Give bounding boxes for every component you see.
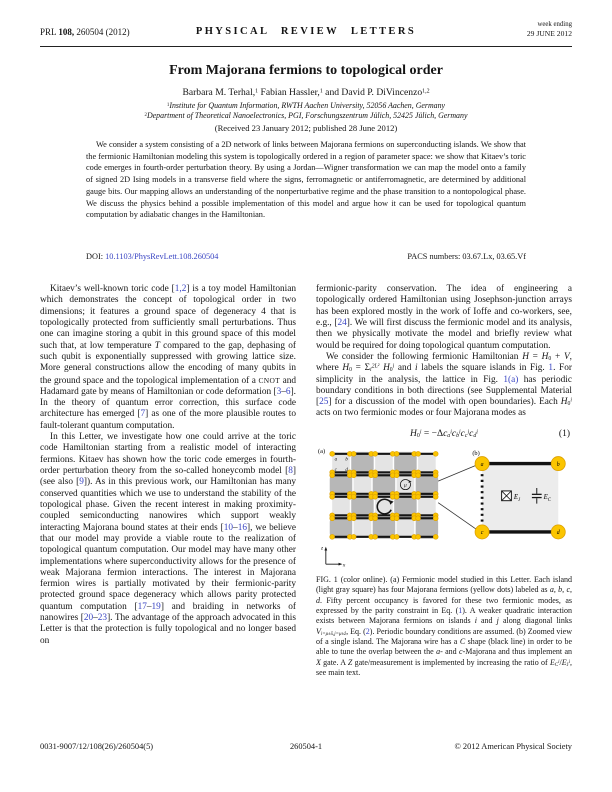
journal-reference: PRL 108, 260504 (2012)	[40, 27, 130, 37]
equation-body: $H0^i = -\Delta ca^icb^icc^icd^i$	[410, 428, 478, 439]
figure-1-caption: FIG. 1 (color online). (a) Fermionic model studied in this Letter. Each island (light gray square) has four Majorana fermions (yellow dots) labeled as a, b, c, d. Fifty percent occupancy is favored for these two fermionic modes, as expressed by the parity constraint in Eq. (1). A weaker quadratic interaction exists between Majorana fermions on islands i and j along diagonal links Vi=μ±x̂,j=μ±ẑ, Eq. (2). Periodic boundary conditions are assumed. (b) Zoomed view of a single island. The Majorana wire has a C shape (black line) in order to be able to tune the overlap between the a- and c-Majorana and thus implement an X gate. A Z gate/measurement is implemented by increasing the ratio of $EC^i/EJ^i$, see main text.	[316, 575, 572, 678]
island	[373, 451, 395, 474]
majorana-label-b: b	[345, 457, 348, 463]
island	[330, 473, 352, 496]
island	[351, 473, 373, 496]
citation-link[interactable]: 23	[97, 613, 108, 624]
issue-date: 29 JUNE 2012	[526, 29, 572, 38]
citation-link[interactable]: 2	[365, 626, 370, 636]
island	[394, 451, 416, 474]
journal-name: PHYSICAL REVIEW LETTERS	[195, 26, 417, 37]
figure-1-graphic	[316, 446, 572, 571]
page-title: From Majorana fermions to topological order	[169, 63, 443, 78]
citation-link[interactable]: 17	[137, 601, 147, 612]
copyright: © 2012 American Physical Society	[454, 742, 572, 751]
week-ending	[527, 20, 572, 38]
citation-link[interactable]: 1	[458, 606, 463, 616]
citation-link[interactable]: 20	[83, 613, 94, 624]
citation-link[interactable]: 7	[140, 409, 146, 420]
island	[394, 516, 416, 539]
equation-1	[316, 429, 572, 440]
majorana-label-d: d	[556, 530, 560, 537]
majorana-label-c: c	[334, 467, 337, 473]
island	[330, 451, 352, 474]
citation-link[interactable]: 1(a)	[503, 374, 519, 385]
citation-link[interactable]: 6	[285, 386, 291, 397]
island	[351, 451, 373, 474]
week-ending-label: week ending	[537, 21, 572, 28]
majorana-label-a: a	[334, 457, 338, 463]
island	[351, 516, 373, 539]
author-list: Barbara M. Terhal,$^1$ Fabian Hassler,$^1$ and David P. DiVincenzo$^{1,2}$	[182, 87, 430, 98]
panel-a-lattice	[318, 448, 438, 569]
citation-link[interactable]: 24	[337, 317, 347, 328]
doi	[86, 252, 218, 261]
header-rule	[40, 46, 572, 47]
paragraph: fermionic-parity conservation. The idea of engineering a topologically ordered Hamiltonian using Josephson-junction arrays has been explored mostly in the work of Ioffe and co-workers, see, e.g., [24]. We will first discuss the fermionic model and its analysis, then we physically motivate the model and briefly review what would be required for doing topological quantum computation.	[316, 284, 572, 351]
island	[330, 516, 352, 539]
affiliation-1: $^1$Institute for Quantum Information, RWTH Aachen University, 52056 Aachen, Germany	[166, 101, 446, 110]
panel-a-label: (a)	[318, 447, 326, 455]
citation-link[interactable]: 19	[151, 601, 161, 612]
island	[416, 451, 438, 474]
island-row	[330, 473, 438, 496]
panel-b-label: (b)	[472, 449, 480, 457]
citation-link[interactable]: 3	[276, 386, 282, 397]
pacs-numbers: PACS numbers: 03.67.Lx, 03.65.Vf	[407, 252, 526, 261]
citation-link[interactable]: 1,2	[174, 284, 187, 294]
josephson-junction-icon	[502, 491, 512, 501]
doi-pacs-line	[86, 252, 526, 261]
majorana-label-d: d	[345, 467, 348, 473]
axes	[324, 547, 342, 566]
abstract: We consider a system consisting of a 2D network of links between Majorana fermions on superconducting islands. We show that the fermionic Hamiltonian modeling this system is topologically ordered in a region of parameter space: we show that Kitaev’s toric code emerges in fourth-order perturbation theory. By using a Jordan—Wigner transformation we can map the model onto a family of signed 2D Ising models in a transverse field where the signs, ferromagnetic or antiferromagnetic, are determined by additional gauge bits. Our mapping allows an understanding of the nonperturbative regime and the phase transition to a nontopological phase. We discuss the physics behind a possible implementation of this model and argue how it can be used for topological quantum computation by adiabatic changes in the Hamiltonian.	[86, 140, 526, 220]
page-footer	[40, 742, 572, 751]
citation-link[interactable]: 10	[223, 522, 234, 533]
paragraph: Kitaev’s well-known toric code [1,2] is a toy model Hamiltonian which demonstrates the concept of topological order in two dimensions; it features a ground space of degeneracy 4 that is topologically protected from sufficiently small perturbations. Thus one can imagine storing a qubit in this ground space of this model such that, at low temperature T compared to the gap, dephasing of such qubit is exponentially suppressed with growing lattice size. More general constructions allow the encoding of many qubits in the ground space and the topological implementation of a CNOT and Hadamard gate by means of Hamiltonian or code deformation [3–6]. In the theory of quantum error correction, this surface code architecture has emerged [7] as one of the more plausible routes to fault-tolerant quantum computation.	[40, 284, 296, 431]
island	[416, 516, 438, 539]
island	[416, 494, 438, 517]
majorana-label-b: b	[556, 461, 560, 468]
axis-z-label: z	[320, 545, 324, 552]
island	[373, 516, 395, 539]
island	[351, 494, 373, 517]
citation-link[interactable]: 9	[79, 477, 84, 488]
doi-label: DOI:	[86, 252, 106, 261]
right-column	[316, 284, 572, 740]
affiliation-2: $^2$Department of Theoretical Nanoelectronics, PGI, Forschungszentrum Jülich, 52425 Jülich, Germany	[144, 111, 468, 120]
majorana-label-a: a	[480, 461, 484, 468]
citation-link[interactable]: 16	[237, 522, 247, 533]
axis-x-label: x	[342, 562, 346, 569]
received-dates: (Received 23 January 2012; published 28 June 2012)	[214, 123, 398, 133]
equation-number: (1)	[558, 428, 570, 439]
island	[416, 473, 438, 496]
mu-label: μ	[404, 482, 407, 489]
ec-label: $E_C$	[543, 494, 551, 504]
left-column	[40, 284, 296, 740]
zoom-line-top	[438, 464, 480, 482]
page-number: 260504-1	[289, 742, 323, 751]
citation-link[interactable]: 1	[548, 363, 554, 374]
island	[330, 494, 352, 517]
issn-code: 0031-9007/12/108(26)/260504(5)	[40, 742, 154, 751]
paragraph: In this Letter, we investigate how one could arrive at the toric code Hamiltonian starting from a realistic model of interacting fermions. Kitaev has shown how the toric code emerges in fourth-order perturbation theory from the so-called honeycomb model [8] (see also [9]). As in this previous work, our Hamiltonian has many conserved quantities which we use to understand the stability of the topological phase. Given the recent interest in making proximity-coupled semiconducting nanowires which support weakly interacting Majorana bound states at their ends [10–16], we believe that our model may provide a viable route to the realization of topological quantum computation. Our model may have many other implementations where superconductivity allows for the presence of weak Majorana fermion interactions. The interest in Majorana fermion wires is partially motivated by their fermionic-parity protected ground space degeneracy which allows parity protected quantum computation [17–19] and braiding in networks of nanowires [20–23]. The advantage of the approach advocated in this Letter is that the protection is fully topological and no longer based on	[40, 432, 296, 646]
paragraph: We consider the following fermionic Hamiltonian H = H0 + V, where $H0 = \Sigma i^{2L^2}$ H0$^i$ and i labels the square islands in Fig. 1. For simplicity in the analysis, the lattice in Fig. 1(a) has periodic boundary conditions in both directions (see Supplemental Material [25] for a discussion of the model with open boundaries). Each H0$^i$ acts on two fermionic modes or four Majorana modes as	[316, 351, 572, 419]
island	[394, 494, 416, 517]
zoom-line-bottom	[438, 503, 480, 532]
citation-link[interactable]: 8	[288, 466, 293, 476]
panel-b-island	[472, 450, 565, 539]
island-row	[330, 516, 438, 539]
island	[373, 473, 395, 496]
citation-link[interactable]: 25	[319, 397, 329, 408]
ej-label: $E_J$	[513, 494, 521, 504]
majorana-label-c: c	[480, 530, 484, 537]
doi-link[interactable]: 10.1103/PhysRevLett.108.260504	[105, 252, 219, 261]
